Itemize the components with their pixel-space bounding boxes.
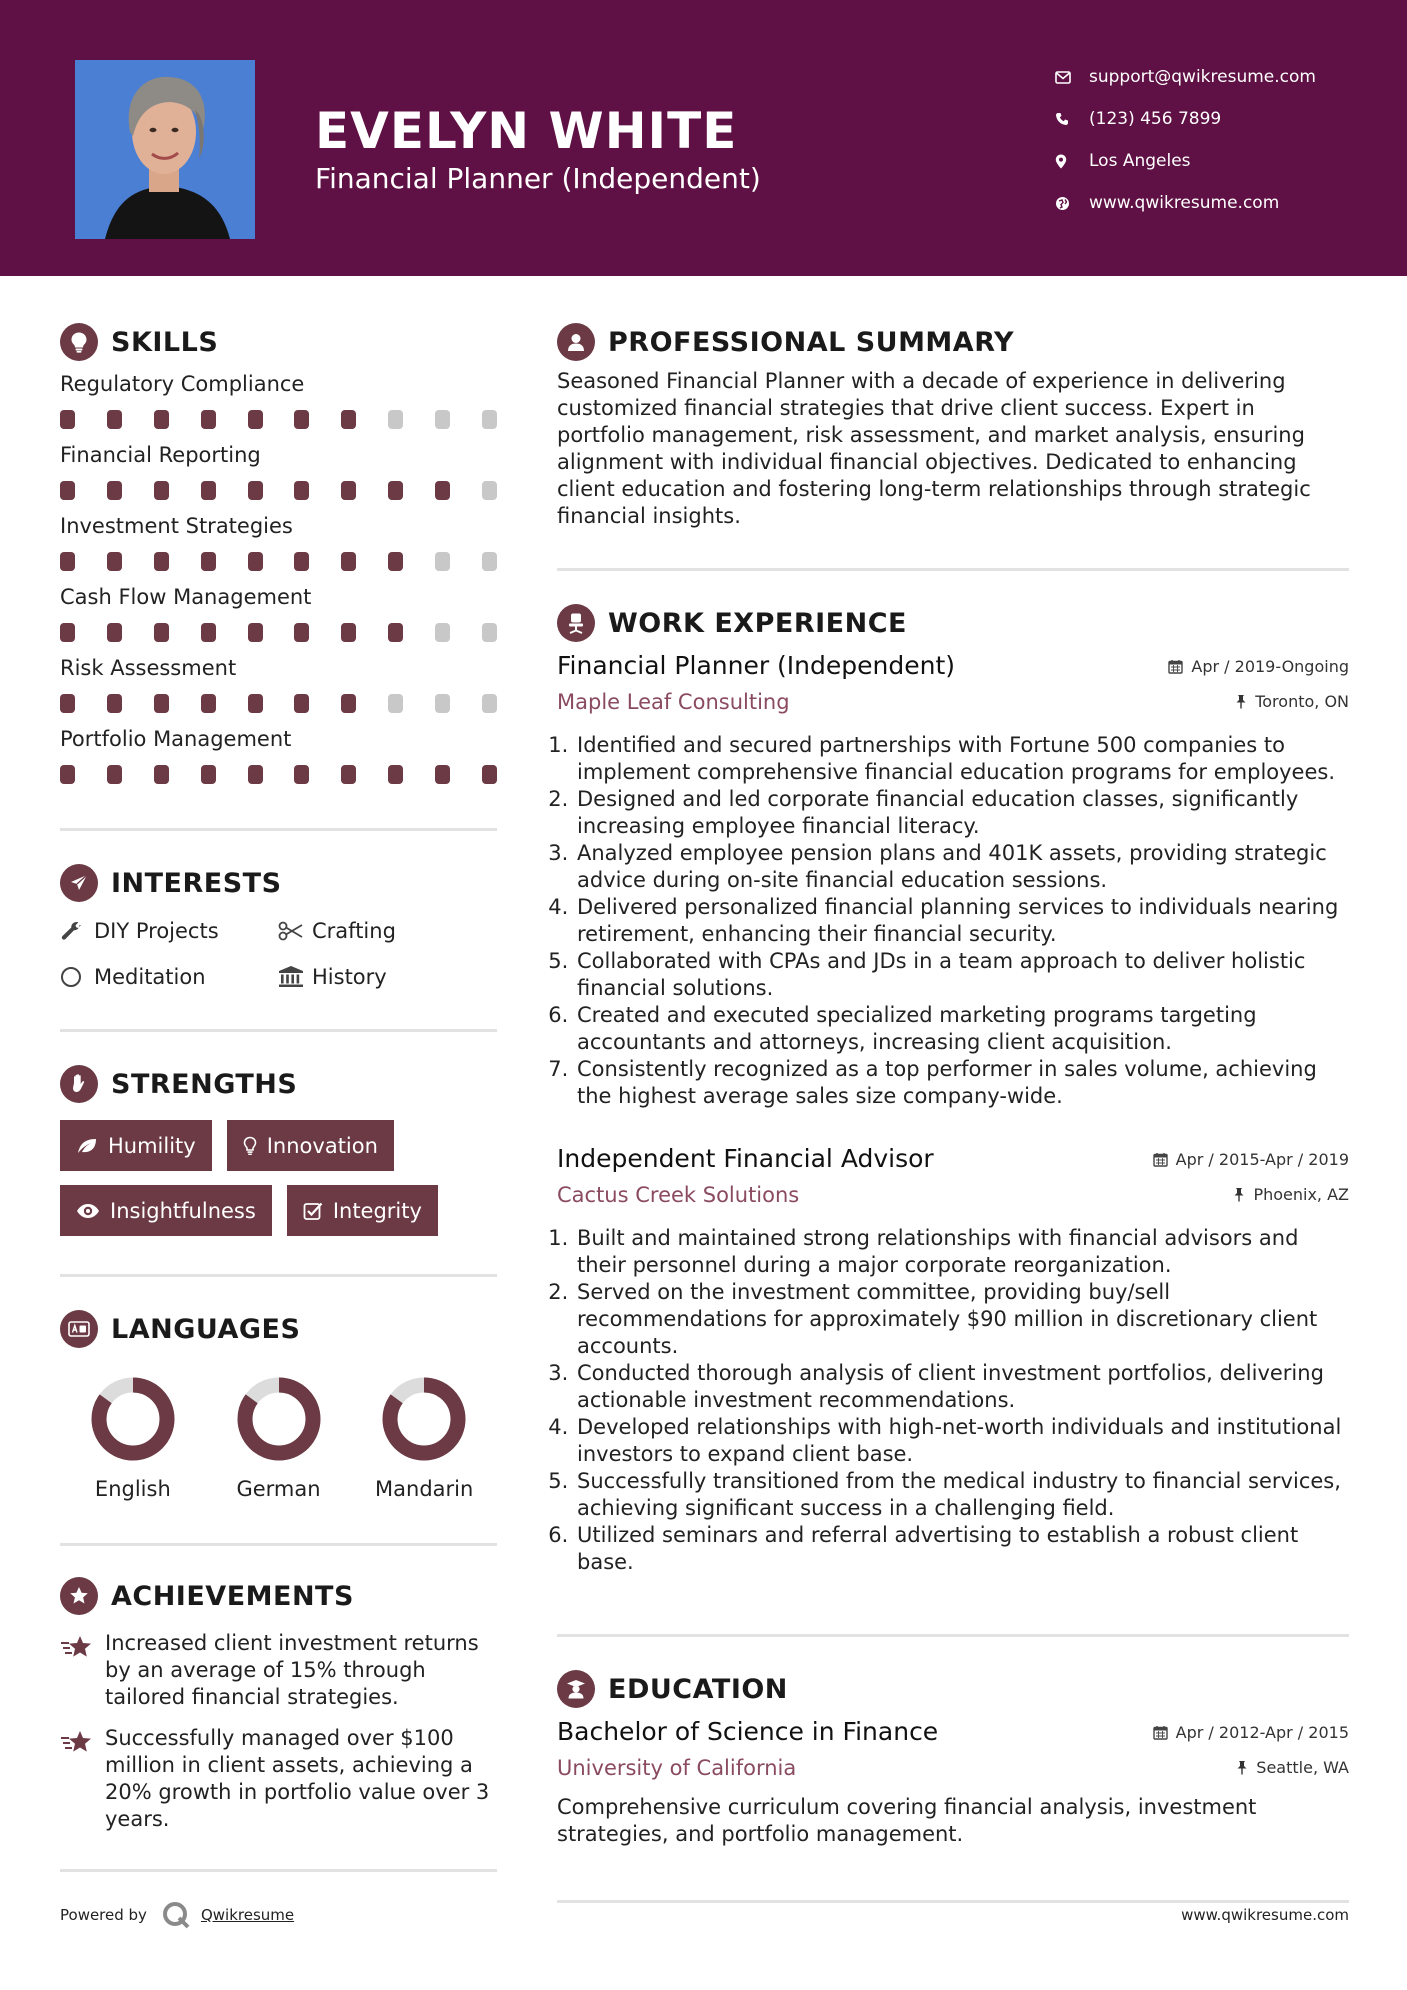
summary-text: Seasoned Financial Planner with a decade of experience in delivering customized financial strategies that drive client success. Expert in portfolio management, risk assessment, and market analysis, ensuring alignment with individual financial objectives. Dedicated to enhancing client education and fostering long-term relationships through strategic financial insights. [557,369,1311,528]
calendar-icon [1153,1725,1168,1740]
rating-dot-filled [201,765,216,784]
rating-dot-empty [435,694,450,713]
strength-label: Humility [108,1133,196,1158]
skill-name: Financial Reporting [60,443,261,467]
rating-dot-filled [107,694,122,713]
job-title: Financial Planner (Independent) [557,651,956,680]
powered-by-label: Powered by [60,1906,147,1924]
skill-rating [60,552,497,571]
interest-label: Meditation [94,965,206,989]
job-company: Cactus Creek Solutions [557,1183,800,1207]
rating-dot-filled [60,694,75,713]
section-divider [60,1029,497,1032]
section-divider [60,828,497,831]
skill-rating [60,410,497,429]
rating-dot-empty [435,410,450,429]
rating-dot-filled [388,552,403,571]
job-bullet: 2. Served on the investment committee, providing buy/sell recommendations for approximately $90 million in discretionary client accounts. [575,1279,1349,1360]
job-date-text: Apr / 2015-Apr / 2019 [1175,1150,1349,1169]
achievement-text: Successfully managed over $100 million in client assets, achieving a 20% growth in portfolio value over 3 years. [105,1726,490,1831]
scissors-icon [278,921,312,941]
experience-heading [557,601,1349,645]
contact-email[interactable] [1055,56,1316,98]
strengths-heading [60,1062,497,1106]
map-pin-icon [1055,154,1089,169]
rating-dot-filled [435,481,450,500]
contact-phone-text: (123) 456 7899 [1089,109,1222,129]
job-location [1233,1185,1349,1204]
language-item [351,1377,497,1501]
job-subheader [557,690,1349,714]
interest-label: History [312,965,387,989]
rating-dot-filled [248,765,263,784]
rating-dot-filled [201,481,216,500]
rating-dot-filled [341,765,356,784]
skill-name: Investment Strategies [60,514,293,538]
rating-dot-filled [201,623,216,642]
star-icon [60,1630,105,1711]
achievement-item [60,1725,497,1833]
job-list [557,651,1349,1576]
section-divider [60,1274,497,1277]
job-bullet: 4. Developed relationships with high-net-worth individuals and institutional investors to expand client base. [575,1414,1349,1468]
language-name: English [94,1477,171,1501]
strength-tag [287,1185,438,1236]
rating-dot-filled [341,552,356,571]
rating-dot-empty [435,623,450,642]
skills-list [60,372,497,784]
phone-icon [1055,112,1089,126]
rating-dot-empty [482,552,497,571]
interest-item [60,961,278,993]
language-name: Mandarin [375,1477,474,1501]
rating-dot-filled [248,552,263,571]
job-bullet: 4. Delivered personalized financial planning services to individuals nearing retirement, enhancing their financial security. [575,894,1349,948]
interests-grid [60,915,497,993]
rating-dot-filled [341,694,356,713]
job-date [1153,1150,1349,1169]
star-icon [60,1725,105,1833]
pushpin-icon [1233,1187,1245,1202]
rating-dot-filled [294,481,309,500]
job-title: Independent Financial Advisor [557,1144,934,1173]
rating-dot-empty [482,623,497,642]
rating-dot-filled [482,765,497,784]
job-date-text: Apr / 2019-Ongoing [1191,657,1349,676]
skill-name: Cash Flow Management [60,585,312,609]
rating-dot-filled [248,623,263,642]
job-bullet: 6. Created and executed specialized marketing programs targeting accountants and attorneys, increasing client acquisition. [575,1002,1349,1056]
job-location [1235,692,1349,711]
rating-dot-filled [107,552,122,571]
office-chair-icon [557,604,595,642]
job-bullets [557,1225,1349,1576]
contact-location [1055,140,1316,182]
rating-dot-empty [388,694,403,713]
rating-dot-filled [154,410,169,429]
rating-dot-filled [154,552,169,571]
interest-item [278,961,496,993]
section-divider [557,1900,1349,1903]
skill-rating [60,481,497,500]
rating-dot-filled [201,694,216,713]
rating-dot-filled [154,623,169,642]
rating-dot-empty [388,410,403,429]
profile-photo [75,60,255,239]
rating-dot-filled [388,481,403,500]
candidate-title: Financial Planner (Independent) [315,162,761,195]
lightbulb-icon [60,323,98,361]
strength-tag [60,1120,212,1171]
education-date [1153,1723,1349,1742]
job-bullet: 6. Utilized seminars and referral advertising to establish a robust client base. [575,1522,1349,1576]
rating-dot-filled [388,765,403,784]
qwikresume-logo-icon [161,1900,191,1930]
rating-dot-filled [60,765,75,784]
calendar-icon [1153,1152,1168,1167]
rating-dot-filled [294,765,309,784]
qwikresume-link[interactable]: Qwikresume [200,1906,295,1924]
rating-dot-filled [107,765,122,784]
languages-heading [60,1307,497,1351]
star-badge-icon [60,1577,98,1615]
job-bullet: 1. Built and maintained strong relationships with financial advisors and their personnel during a major corporate reorganization. [575,1225,1349,1279]
rating-dot-filled [341,410,356,429]
strengths-title: STRENGTHS [111,1068,298,1100]
interest-label: Crafting [312,919,396,943]
skill-name: Risk Assessment [60,656,237,680]
section-divider [60,1543,497,1546]
rating-dot-filled [60,552,75,571]
education-degree: Bachelor of Science in Finance [557,1717,939,1746]
job-entry [557,651,1349,1110]
achievement-item [60,1630,497,1711]
graduate-icon [557,1670,595,1708]
candidate-name: EVELYN WHITE [315,102,738,160]
achievements-heading [60,1574,497,1618]
skills-title: SKILLS [111,326,219,358]
interests-title: INTERESTS [111,867,282,899]
user-icon [557,323,595,361]
strength-label: Insightfulness [110,1198,256,1223]
rating-dot-filled [294,623,309,642]
pushpin-icon [1236,1760,1248,1775]
summary-heading [557,320,1349,364]
section-divider [557,1634,1349,1637]
calendar-icon [1168,659,1183,674]
contact-website[interactable] [1055,182,1316,224]
job-header [557,1144,1349,1173]
paper-plane-icon [60,864,98,902]
circle-icon [60,966,94,988]
rating-dot-filled [107,623,122,642]
skill-rating [60,623,497,642]
header-banner [0,0,1407,276]
job-location-text: Phoenix, AZ [1253,1185,1349,1204]
language-item [60,1377,206,1501]
interests-heading [60,861,497,905]
lightbulb-icon [243,1136,257,1156]
achievements-title: ACHIEVEMENTS [111,1580,354,1612]
contact-website-text: www.qwikresume.com [1089,193,1280,213]
contact-phone[interactable] [1055,98,1316,140]
rating-dot-filled [154,481,169,500]
rating-dot-filled [154,694,169,713]
rating-dot-filled [107,481,122,500]
footer-powered-by [60,1900,294,1930]
skill-rating [60,694,497,713]
rating-dot-filled [201,410,216,429]
education-location [1236,1758,1349,1777]
rating-dot-filled [154,765,169,784]
wrench-icon [60,920,94,942]
rating-dot-filled [341,623,356,642]
interest-label: DIY Projects [94,919,219,943]
job-bullets [557,732,1349,1110]
education-heading [557,1667,1349,1711]
language-item [206,1377,352,1501]
job-subheader [557,1183,1349,1207]
section-divider [557,568,1349,571]
education-subrow [557,1756,1349,1780]
interest-item [278,915,496,947]
strength-label: Integrity [332,1198,422,1223]
job-bullet: 3. Analyzed employee pension plans and 401K assets, providing strategic advice during on-site financial education sessions. [575,840,1349,894]
rating-dot-filled [60,481,75,500]
skill-name: Portfolio Management [60,727,292,751]
job-bullet: 5. Collaborated with CPAs and JDs in a team approach to deliver holistic financial solutions. [575,948,1349,1002]
skill-rating [60,765,497,784]
education-row [557,1717,1349,1746]
rating-dot-filled [248,694,263,713]
strength-tag [227,1120,394,1171]
job-location-text: Toronto, ON [1255,692,1349,711]
achievement-text: Increased client investment returns by an average of 15% through tailored financial strategies. [105,1631,479,1709]
rating-dot-empty [482,481,497,500]
strengths-tags [60,1120,497,1236]
language-proficiency-ring [91,1377,175,1461]
strength-label: Innovation [266,1133,378,1158]
job-bullet: 2. Designed and led corporate financial education classes, significantly increasing employee financial literacy. [575,786,1349,840]
education-date-text: Apr / 2012-Apr / 2015 [1175,1723,1349,1742]
rating-dot-filled [294,694,309,713]
job-bullet: 5. Successfully transitioned from the medical industry to financial services, achieving significant success in a challenging field. [575,1468,1349,1522]
pushpin-icon [1235,694,1247,709]
rating-dot-filled [107,410,122,429]
rating-dot-filled [435,765,450,784]
experience-title: WORK EXPERIENCE [608,607,907,639]
right-column [557,320,1349,1903]
education-description: Comprehensive curriculum covering financial analysis, investment strategies, and portfolio management. [557,1795,1257,1846]
job-date [1168,657,1349,676]
rating-dot-filled [294,410,309,429]
rating-dot-filled [248,481,263,500]
skills-heading [60,320,497,364]
language-card-icon [60,1310,98,1348]
skill-name: Regulatory Compliance [60,372,305,396]
job-bullet: 7. Consistently recognized as a top performer in sales volume, achieving the highest average sales size company-wide. [575,1056,1349,1110]
footer-url[interactable]: www.qwikresume.com [1181,1906,1349,1924]
checkbox-icon [303,1201,323,1221]
eye-icon [76,1203,100,1219]
education-location-text: Seattle, WA [1256,1758,1349,1777]
museum-icon [278,965,312,989]
hand-icon [60,1065,98,1103]
rating-dot-filled [388,623,403,642]
education-school: University of California [557,1756,797,1780]
rating-dot-filled [201,552,216,571]
strength-tag [60,1185,272,1236]
rating-dot-empty [435,552,450,571]
job-entry [557,1144,1349,1576]
summary-title: PROFESSIONAL SUMMARY [608,326,1015,358]
contact-location-text: Los Angeles [1089,151,1191,171]
language-proficiency-ring [237,1377,321,1461]
job-header [557,651,1349,680]
contact-list [1055,56,1316,224]
job-bullet: 3. Conducted thorough analysis of client investment portfolios, delivering actionable investment recommendations. [575,1360,1349,1414]
language-proficiency-ring [382,1377,466,1461]
rating-dot-filled [341,481,356,500]
leaf-icon [76,1137,98,1155]
education-title: EDUCATION [608,1673,788,1705]
contact-email-text: support@qwikresume.com [1089,67,1316,87]
languages-title: LANGUAGES [111,1313,301,1345]
section-divider [60,1869,497,1872]
rating-dot-empty [482,694,497,713]
rating-dot-empty [482,410,497,429]
language-name: German [236,1477,321,1501]
globe-icon [1055,196,1089,211]
left-column [60,320,497,1872]
rating-dot-filled [60,623,75,642]
envelope-icon [1055,71,1089,84]
job-company: Maple Leaf Consulting [557,690,790,714]
languages-list [60,1377,497,1501]
interest-item [60,915,278,947]
job-bullet: 1. Identified and secured partnerships with Fortune 500 companies to implement comprehensive financial education programs for employees. [575,732,1349,786]
rating-dot-filled [60,410,75,429]
rating-dot-filled [248,410,263,429]
rating-dot-filled [294,552,309,571]
